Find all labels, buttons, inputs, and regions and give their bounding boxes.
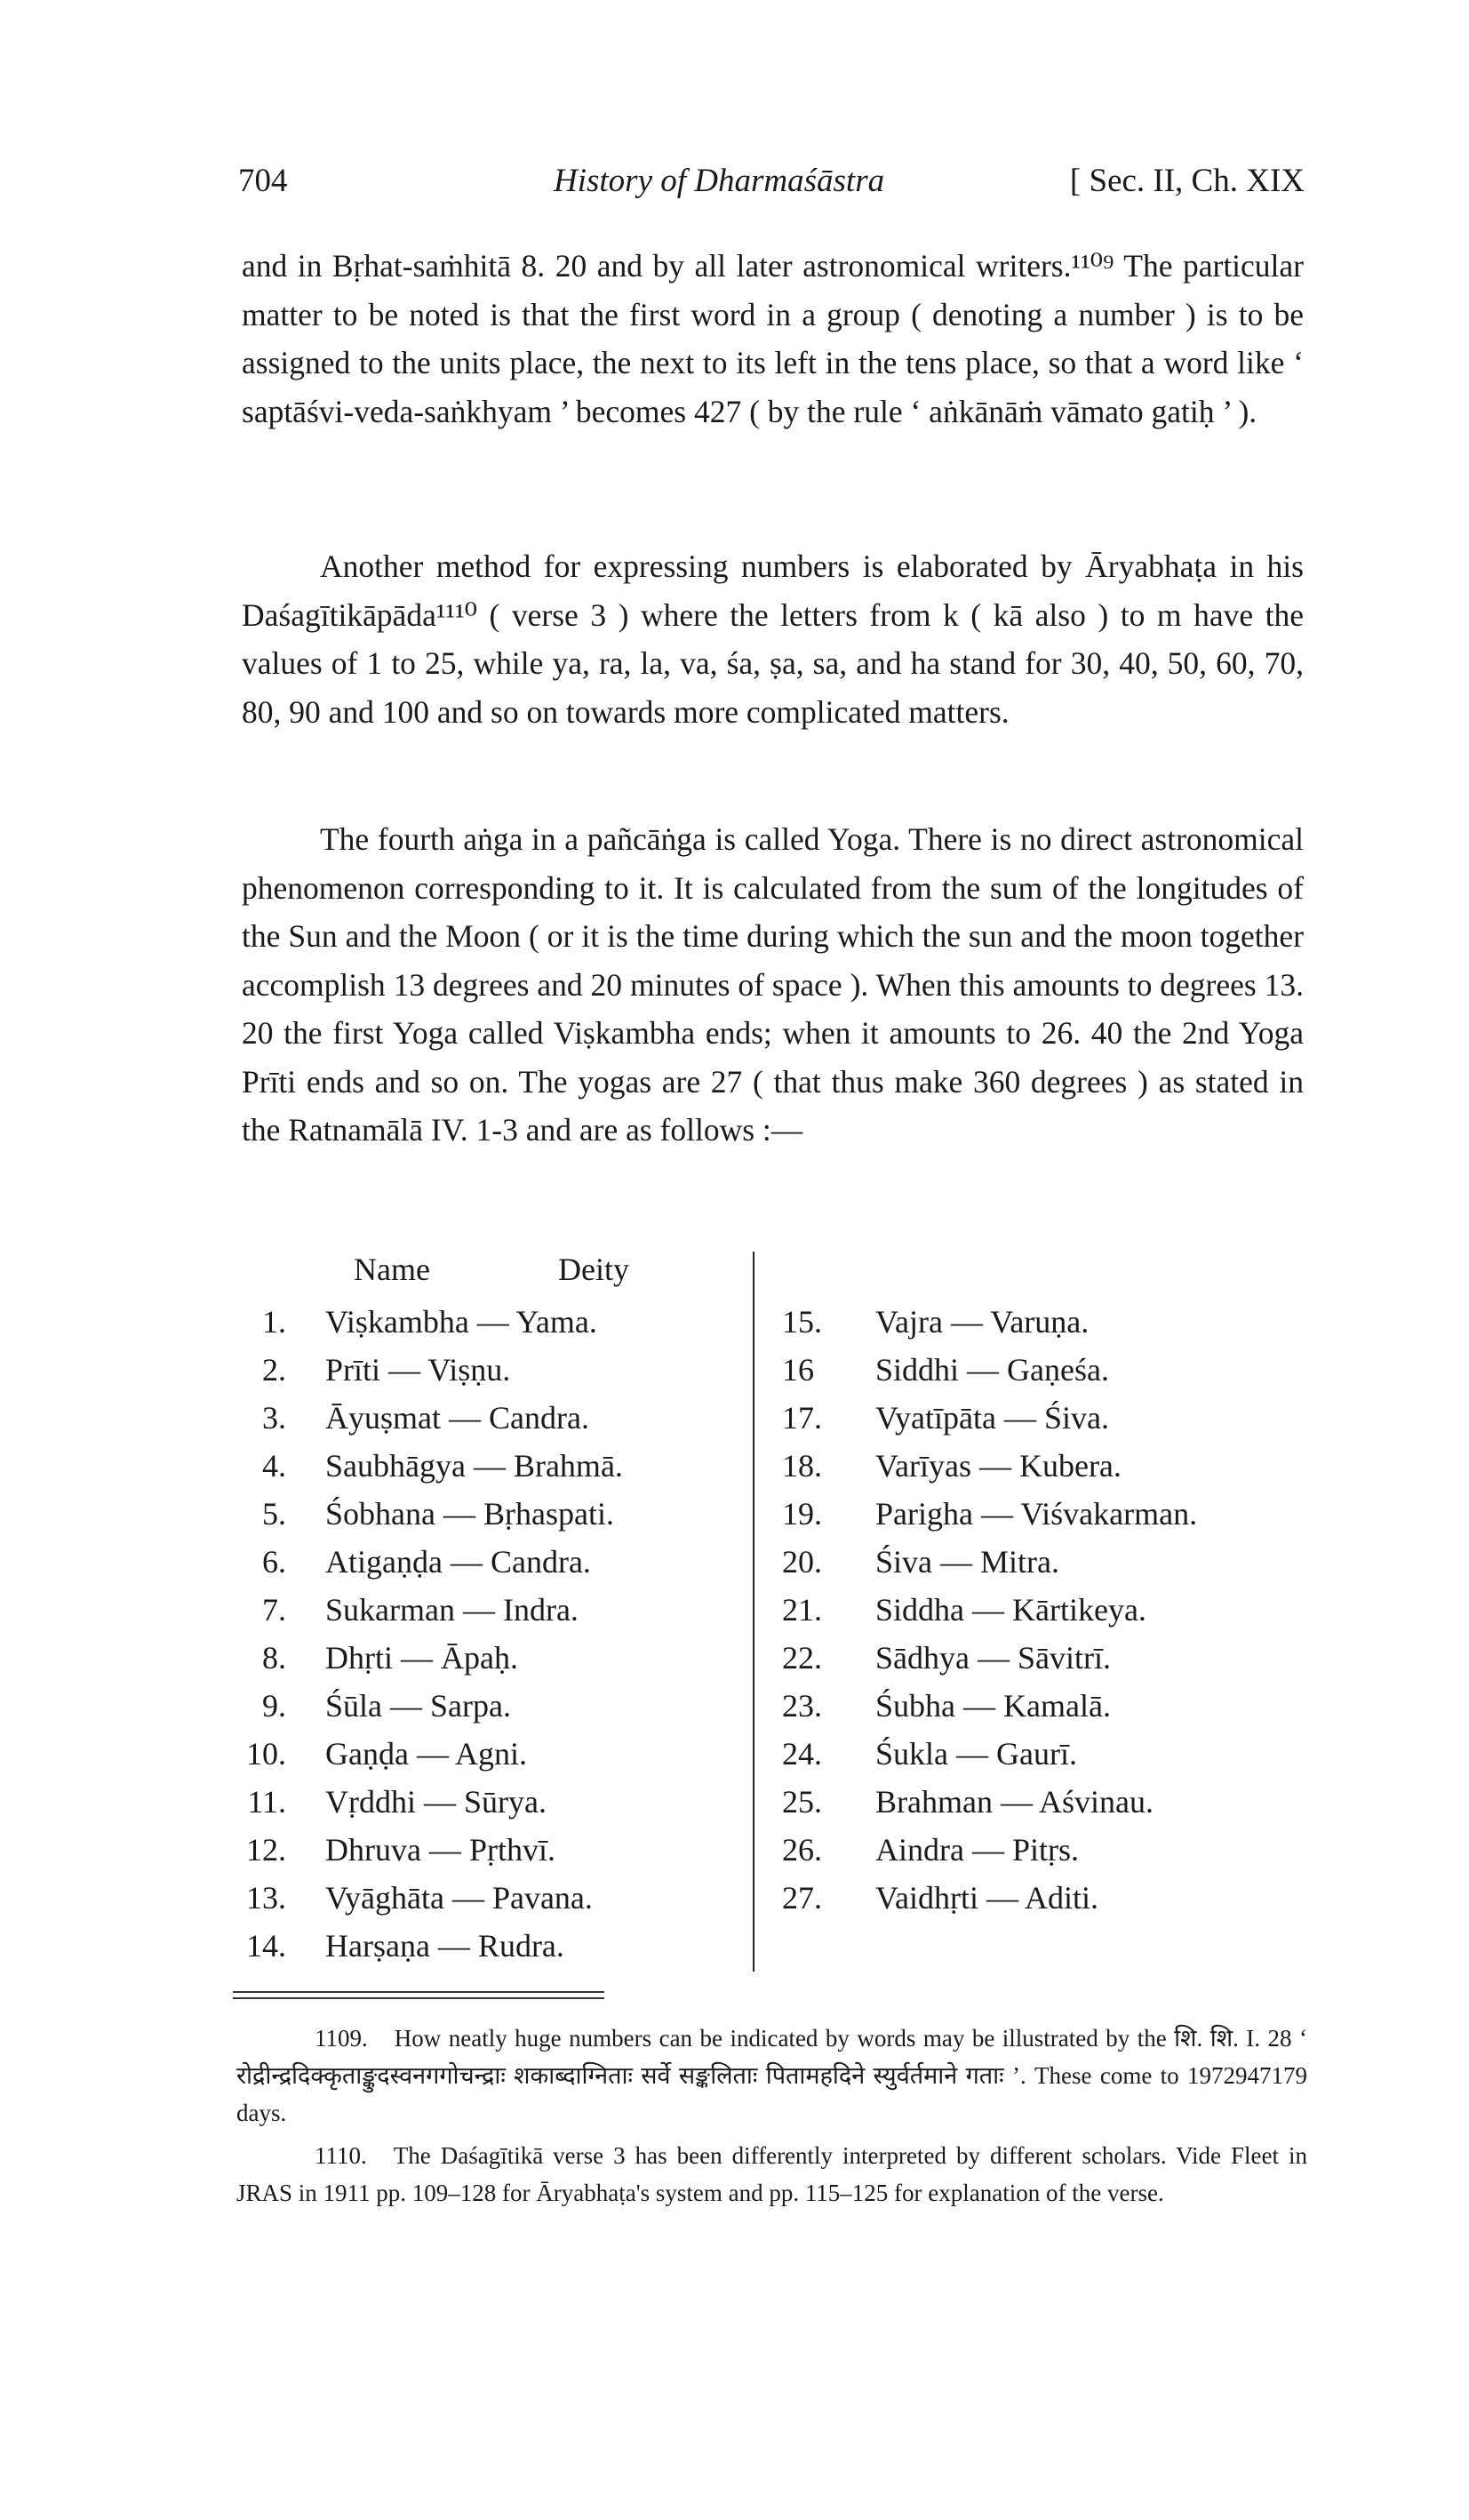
list-item: 14. Harṣaṇa — Rudra. bbox=[246, 1928, 564, 1964]
body-text-3 bbox=[242, 815, 1304, 1155]
paragraph-1: and in Bṛhat-saṁhitā 8. 20 and by all later astronomical writers.¹¹⁰⁹ The particular matter to be noted is that the first word in a group ( denoting a number ) is to be assigned to the units place, the next to its left in the tens place, so that a word like ‘ saptāśvi-veda-saṅkhyam ’ becomes 427 ( by the rule ‘ aṅkānāṁ vāmato gatiḥ ’ ). bbox=[242, 248, 1304, 429]
list-item: 17. Vyatīpāta — Śiva. bbox=[782, 1400, 1109, 1436]
running-header bbox=[238, 162, 1305, 206]
list-item: 22. Sādhya — Sāvitrī. bbox=[782, 1640, 1111, 1676]
list-item: 25. Brahman — Aśvinau. bbox=[782, 1784, 1154, 1820]
list-item: 7. Sukarman — Indra. bbox=[262, 1592, 579, 1628]
list-item: 26. Aindra — Pitṛs. bbox=[782, 1832, 1079, 1868]
table-header-name: Name bbox=[354, 1252, 430, 1287]
list-item: 1. Viṣkambha — Yama. bbox=[262, 1304, 597, 1340]
yoga-list-left bbox=[229, 1298, 623, 1970]
list-item: 13. Vyāghāta — Pavana. bbox=[246, 1880, 593, 1916]
section-label: [ Sec. II, Ch. XIX bbox=[1069, 163, 1305, 199]
page-number: 704 bbox=[238, 163, 288, 199]
footnote-rule-double bbox=[233, 1997, 604, 1999]
column-divider bbox=[753, 1252, 754, 1972]
list-item: 12. Dhruva — Pṛthvī. bbox=[246, 1832, 555, 1868]
footnotes bbox=[236, 2020, 1307, 2217]
paragraph-3: The fourth aṅga in a pañcāṅga is called Yoga. There is no direct astronomical phenomenon corresponding to it. It is calculated from the sum of the longitudes of the Sun and the Moon ( or it is the time during which the sun and the moon together accomplish 13 degrees and 20 minutes of space ). When this amounts to degrees 13. 20 the first Yoga called Viṣkambha ends; when it amounts to 26. 40 the 2nd Yoga Prīti ends and so on. The yogas are 27 ( that thus make 360 degrees ) as stated in the Ratnamālā IV. 1-3 and are as follows :— bbox=[242, 821, 1304, 1148]
list-item: 10. Gaṇḍa — Agni. bbox=[246, 1736, 527, 1772]
list-item: 19. Parigha — Viśvakarman. bbox=[782, 1496, 1198, 1532]
list-item: 23. Śubha — Kamalā. bbox=[782, 1688, 1111, 1724]
yoga-list-right bbox=[782, 1298, 1198, 1922]
list-item: 24. Śukla — Gaurī. bbox=[782, 1736, 1077, 1772]
list-item: 6. Atigaṇḍa — Candra. bbox=[262, 1544, 591, 1580]
list-item: 3. Āyuṣmat — Candra. bbox=[262, 1400, 589, 1436]
list-item: 2. Prīti — Viṣṇu. bbox=[262, 1352, 511, 1388]
running-title: History of Dharmaśāstra bbox=[554, 163, 885, 199]
body-text-2 bbox=[242, 542, 1304, 736]
list-item: 4. Saubhāgya — Brahmā. bbox=[262, 1448, 623, 1484]
list-item: 21. Siddha — Kārtikeya. bbox=[782, 1592, 1146, 1628]
list-item: 18. Varīyas — Kubera. bbox=[782, 1448, 1122, 1484]
body-text bbox=[242, 242, 1304, 436]
footnote-rule bbox=[233, 1991, 604, 1993]
list-item: 9. Śūla — Sarpa. bbox=[262, 1688, 511, 1724]
list-item: 27. Vaidhṛti — Aditi. bbox=[782, 1880, 1098, 1916]
list-item: 20. Śiva — Mitra. bbox=[782, 1544, 1059, 1580]
footnote-1109: 1109. How neatly huge numbers can be indicated by words may be illustrated by the शि. शि. I. 28 ‘ रोद्रीन्द्रदिक्कृताङ्कुदस्वनगगोचन्द्राः शकाब्दाग्निताः सर्वे सङ्कलिताः पितामहदिने स्युर्वर्तमाने गताः ’. These come to 1972947179 days. bbox=[236, 2025, 1307, 2126]
list-item: 15. Vajra — Varuṇa. bbox=[782, 1304, 1090, 1340]
list-item: 8. Dhṛti — Āpaḥ. bbox=[262, 1640, 518, 1676]
list-item: 11. Vṛddhi — Sūrya. bbox=[247, 1784, 547, 1820]
list-item: 16 Siddhi — Gaṇeśa. bbox=[782, 1352, 1109, 1388]
table-header-deity: Deity bbox=[558, 1252, 629, 1287]
list-item: 5. Śobhana — Bṛhaspati. bbox=[262, 1496, 614, 1532]
footnote-1110: 1110. The Daśagītikā verse 3 has been differently interpreted by different scholars. Vide Fleet in JRAS in 1911 pp. 109–128 for Āryabhaṭa's system and pp. 115–125 for explanation of the verse. bbox=[236, 2142, 1307, 2206]
paragraph-2: Another method for expressing numbers is elaborated by Āryabhaṭa in his Daśagītikāpāda¹¹¹⁰ ( verse 3 ) where the letters from k ( kā also ) to m have the values of 1 to 25, while ya, ra, la, va, śa, ṣa, sa, and ha stand for 30, 40, 50, 60, 70, 80, 90 and 100 and so on towards more complicated matters. bbox=[242, 548, 1304, 730]
